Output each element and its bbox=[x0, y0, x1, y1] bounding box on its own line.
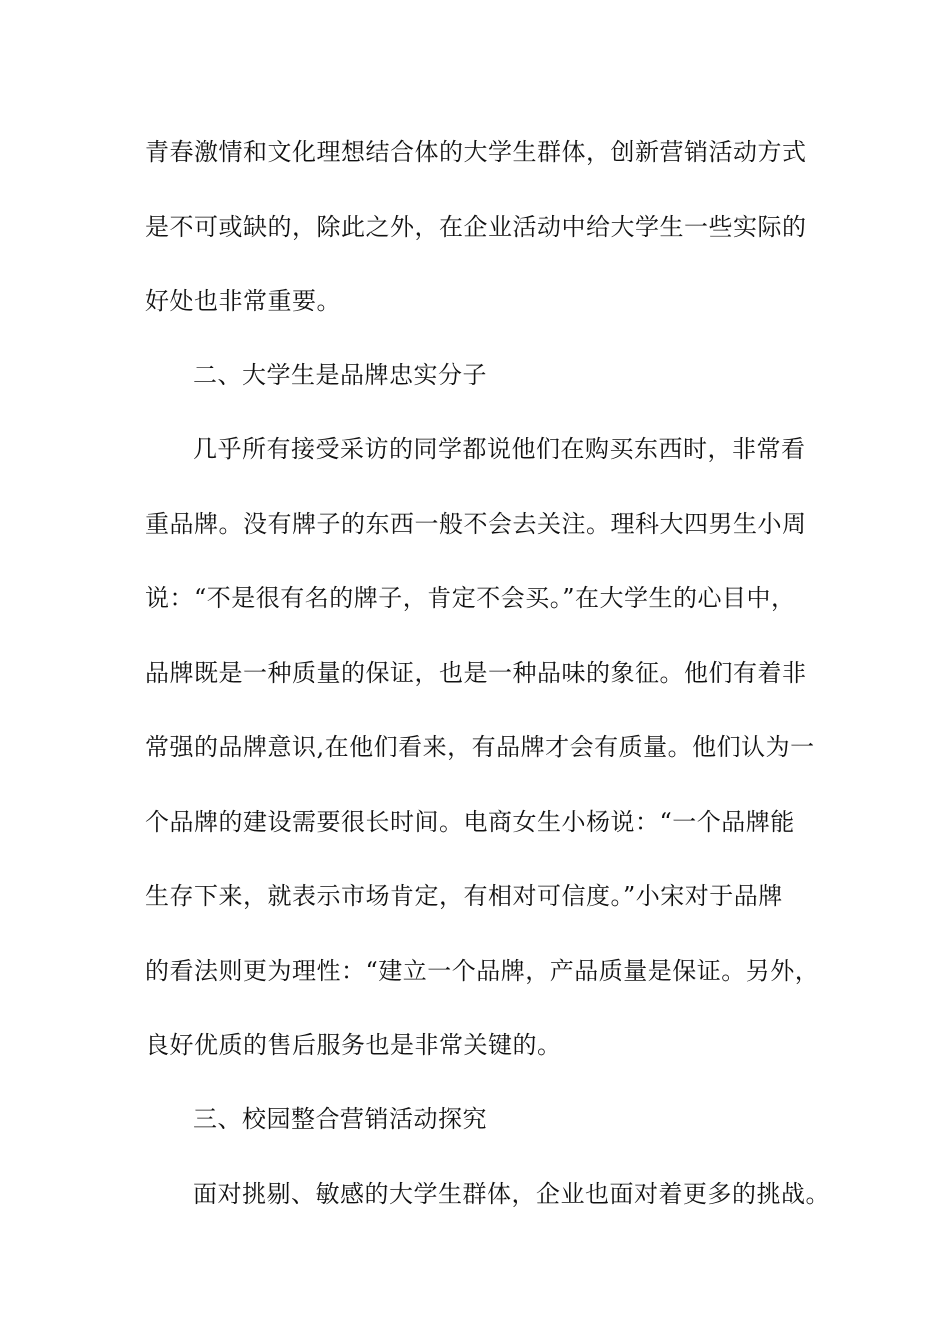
paragraph-line: 的看法则更为理性：“建立一个品牌，产品质量是保证。另外， bbox=[145, 957, 820, 985]
paragraph-line: 良好优质的售后服务也是非常关键的。 bbox=[145, 1031, 562, 1059]
paragraph-line: 个品牌的建设需要很长时间。电商女生小杨说：“一个品牌能 bbox=[145, 808, 795, 836]
section-heading: 三、校园整合营销活动探究 bbox=[193, 1105, 487, 1133]
paragraph-line: 是不可或缺的，除此之外，在企业活动中给大学生一些实际的 bbox=[145, 213, 807, 241]
paragraph-line: 几乎所有接受采访的同学都说他们在购买东西时，非常看 bbox=[193, 435, 806, 463]
paragraph-line: 重品牌。没有牌子的东西一般不会去关注。理科大四男生小周 bbox=[145, 510, 807, 538]
section-heading: 二、大学生是品牌忠实分子 bbox=[193, 361, 487, 389]
paragraph-line: 品牌既是一种质量的保证，也是一种品味的象征。他们有着非 bbox=[145, 659, 807, 687]
paragraph-line: 常强的品牌意识,在他们看来，有品牌才会有质量。他们认为一 bbox=[145, 733, 815, 761]
paragraph-line: 说：“不是很有名的牌子，肯定不会买。”在大学生的心目中， bbox=[145, 584, 796, 612]
paragraph-line: 好处也非常重要。 bbox=[145, 287, 341, 315]
paragraph-line: 面对挑剔、敏感的大学生群体，企业也面对着更多的挑战。 bbox=[193, 1180, 830, 1208]
paragraph-line: 青春激情和文化理想结合体的大学生群体，创新营销活动方式 bbox=[145, 138, 807, 166]
paragraph-line: 生存下来，就表示市场肯定，有相对可信度。”小宋对于品牌 bbox=[145, 882, 783, 910]
